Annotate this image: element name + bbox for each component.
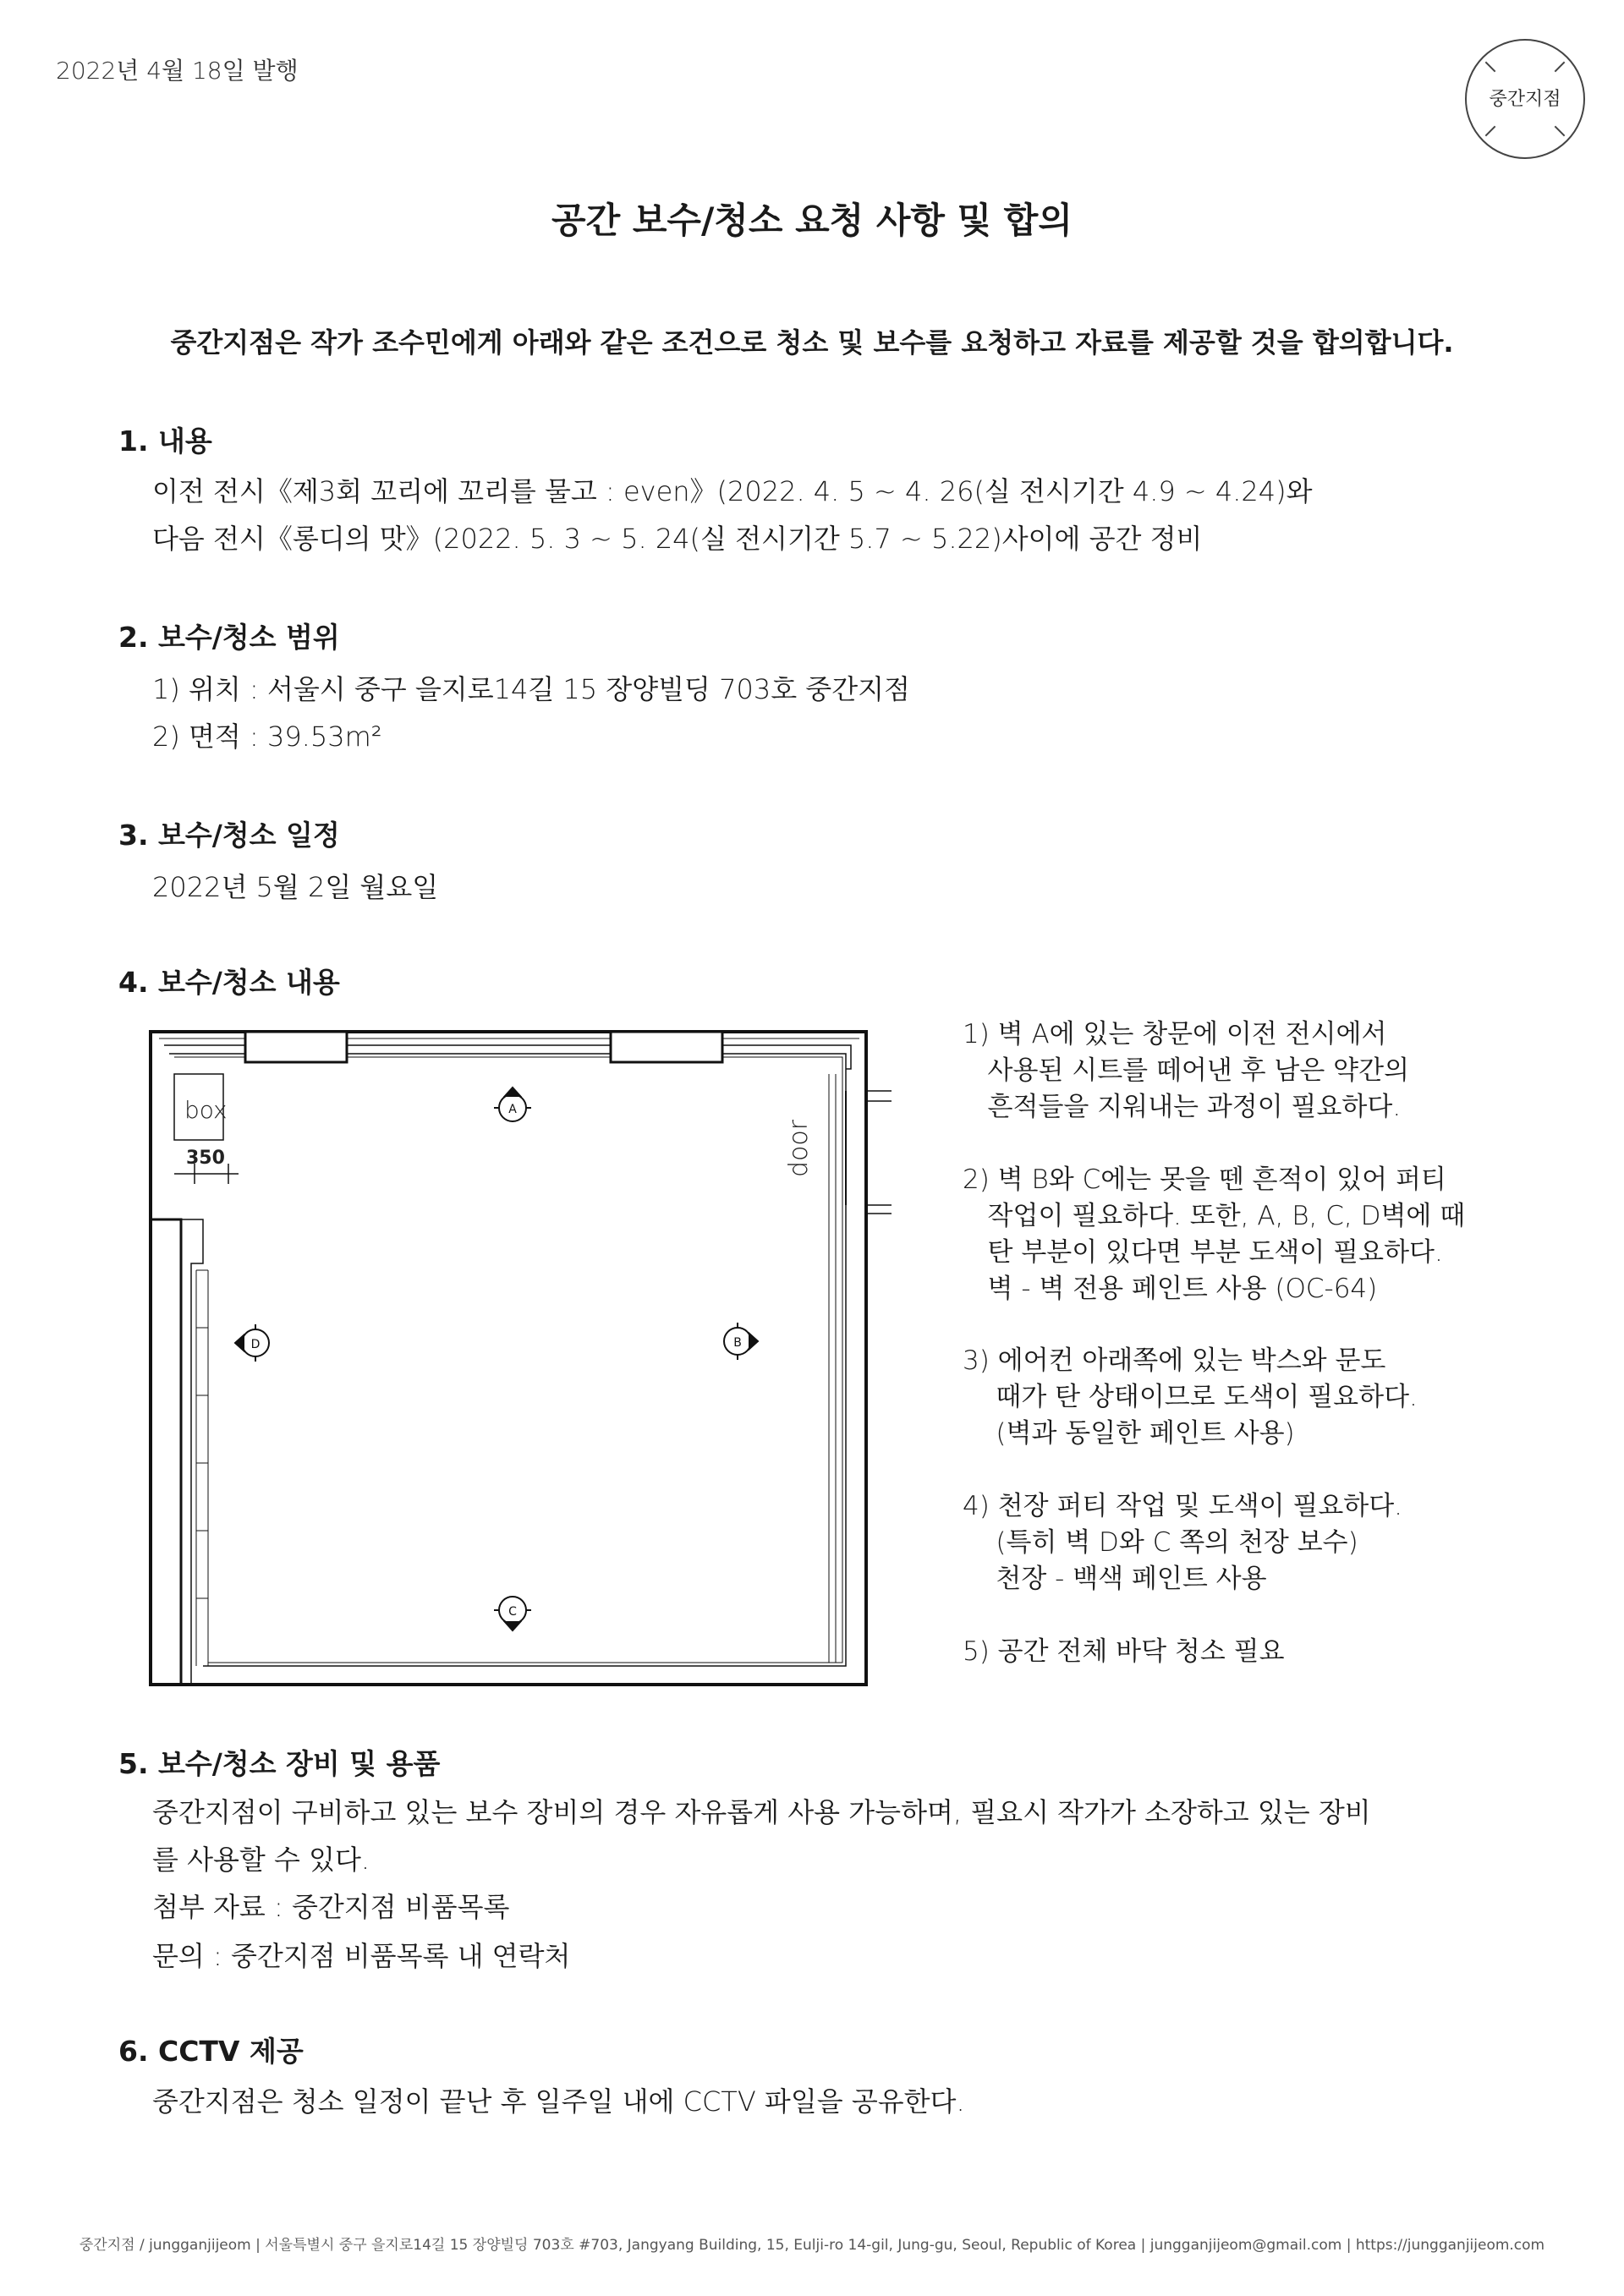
wall-marker-c: [494, 1597, 531, 1630]
section-line: 1) 위치 : 서울시 중구 을지로14길 15 장양빌딩 703호 중간지점: [152, 673, 910, 705]
logo-text: 중간지점: [1489, 89, 1561, 110]
note-3: [963, 1343, 1418, 1452]
section-line: 문의 : 중간지점 비품목록 내 연락처: [152, 1940, 571, 1972]
note-line: 사용된 시트를 떼어낸 후 남은 약간의: [963, 1055, 1410, 1086]
note-line: (특히 벽 D와 C 쪽의 천장 보수): [963, 1527, 1358, 1558]
svg-text:A: A: [508, 1103, 517, 1116]
section-line: 첨부 자료 : 중간지점 비품목록: [152, 1891, 510, 1923]
svg-text:B: B: [733, 1336, 742, 1350]
logo-tick: [1485, 126, 1496, 137]
section-heading-contents: 1. 내용: [118, 425, 212, 458]
note-line: (벽과 동일한 페인트 사용): [963, 1418, 1295, 1449]
section-line: 중간지점이 구비하고 있는 보수 장비의 경우 자유롭게 사용 가능하며, 필요시 작가가 소장하고 있는 장비: [152, 1796, 1371, 1828]
note-line: 3) 에어컨 아래쪽에 있는 박스와 문도: [963, 1345, 1386, 1376]
section-heading-equipment: 5. 보수/청소 장비 및 용품: [118, 1747, 441, 1780]
logo-tick: [1555, 62, 1566, 73]
column-block: [151, 1219, 181, 1685]
publish-date: 2022년 4월 18일 발행: [56, 57, 299, 85]
section-line: 다음 전시《롱디의 맛》(2022. 5. 3 ~ 5. 24(실 전시기간 5.7 ~ 5.22)사이에 공간 정비: [152, 523, 1203, 555]
document-title: 공간 보수/청소 요청 사항 및 합의: [551, 200, 1073, 241]
section-line: 이전 전시《제3회 꼬리에 꼬리를 물고 : even》(2022. 4. 5 ~ 4. 26(실 전시기간 4.9 ~ 4.24)와: [152, 475, 1313, 507]
note-line: 1) 벽 A에 있는 창문에 이전 전시에서: [963, 1019, 1387, 1049]
section-heading-cctv: 6. CCTV 제공: [118, 2035, 304, 2068]
column-block: [181, 1219, 203, 1685]
floor-plan: [144, 1023, 897, 1700]
section-heading-scope: 2. 보수/청소 범위: [118, 621, 340, 654]
window: [245, 1032, 347, 1062]
dimension-label: 350: [186, 1148, 225, 1169]
svg-text:C: C: [508, 1605, 517, 1619]
note-4: [963, 1488, 1402, 1597]
wall-ribs: [196, 1328, 208, 1598]
note-line: 탄 부분이 있다면 부분 도색이 필요하다.: [963, 1237, 1443, 1268]
note-line: 5) 공간 전체 바닥 청소 필요: [963, 1636, 1285, 1667]
note-5: [963, 1634, 1285, 1670]
section-line: 2022년 5월 2일 월요일: [152, 871, 439, 903]
agreement-intro: 중간지점은 작가 조수민에게 아래와 같은 조건으로 청소 및 보수를 요청하고 자료를 제공할 것을 합의합니다.: [170, 326, 1454, 359]
logo-tick: [1485, 62, 1496, 73]
section-line: 를 사용할 수 있다.: [152, 1844, 370, 1876]
note-line: 벽 - 벽 전용 페인트 사용 (OC-64): [963, 1274, 1378, 1304]
note-line: 천장 - 백색 페인트 사용: [963, 1564, 1267, 1594]
box-label: box: [184, 1096, 228, 1124]
note-line: 흔적들을 지워내는 과정이 필요하다.: [963, 1092, 1402, 1122]
note-line: 2) 벽 B와 C에는 못을 뗀 흔적이 있어 퍼티: [963, 1164, 1446, 1195]
logo: [1465, 39, 1585, 159]
section-heading-work: 4. 보수/청소 내용: [118, 966, 340, 999]
note-line: 작업이 필요하다. 또한, A, B, C, D벽에 때: [963, 1201, 1466, 1231]
section-line: 2) 면적 : 39.53m²: [152, 721, 382, 753]
note-line: 때가 탄 상태이므로 도색이 필요하다.: [963, 1382, 1418, 1412]
wall-marker-b: [724, 1323, 758, 1360]
window: [611, 1032, 722, 1062]
outer-wall: [151, 1032, 866, 1685]
footer-contact: 중간지점 / jungganjijeom | 서울특별시 중구 을지로14길 15 장양빌딩 703호 #703, Jangyang Building, 15, Eulji-ro 14-gil, Jung-gu, Seoul, Republic of Korea | jungganjijeom@gmail.com | https://jungganjijeom.com: [79, 2237, 1545, 2254]
svg-text:D: D: [250, 1338, 261, 1351]
door-jamb: [866, 1091, 892, 1214]
note-line: 4) 천장 퍼티 작업 및 도색이 필요하다.: [963, 1491, 1403, 1521]
section-line: 중간지점은 청소 일정이 끝난 후 일주일 내에 CCTV 파일을 공유한다.: [152, 2085, 965, 2118]
door-label: door: [784, 1119, 814, 1178]
note-2: [963, 1162, 1465, 1307]
inner-wall: [169, 1054, 846, 1666]
note-1: [963, 1016, 1409, 1126]
wall-marker-d: [235, 1324, 269, 1362]
wall-marker-a: [494, 1088, 531, 1121]
section-heading-schedule: 3. 보수/청소 일정: [118, 819, 340, 852]
logo-tick: [1555, 126, 1566, 137]
inner-wall: [174, 1057, 842, 1663]
